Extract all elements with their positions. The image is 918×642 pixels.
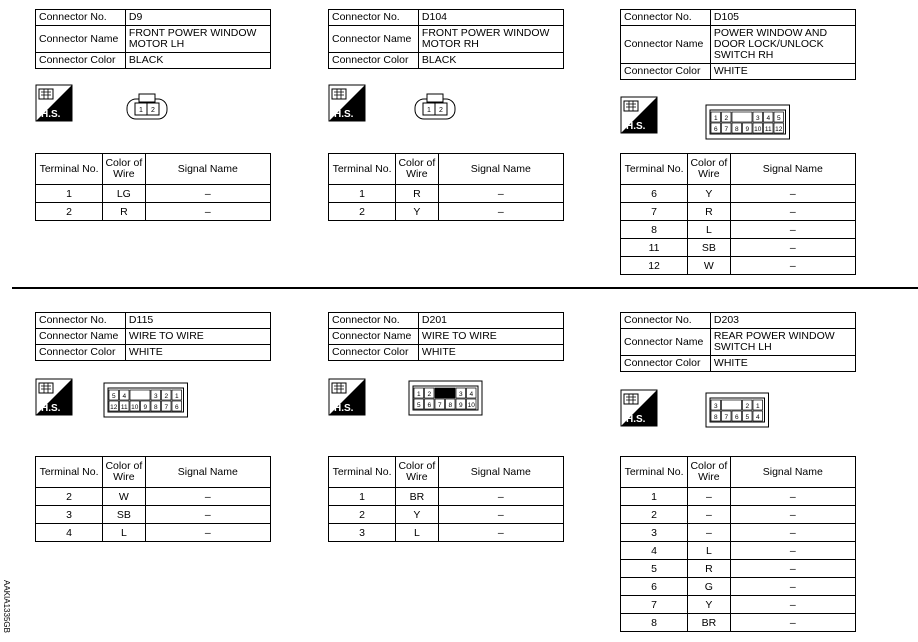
terminal-number: 3	[329, 524, 396, 542]
terminal-row	[621, 560, 856, 578]
connector-color-value: WHITE	[710, 64, 855, 80]
terminal-row	[329, 506, 564, 524]
terminal-row	[621, 221, 856, 239]
connector-info-table	[620, 312, 856, 372]
connector-info-table	[328, 9, 564, 69]
pin-label: 2	[151, 107, 155, 114]
terminal-row	[329, 488, 564, 506]
signal-name-header: Signal Name	[438, 154, 563, 185]
pin-label: 1	[713, 115, 718, 122]
pin-label: 10	[467, 402, 475, 409]
connector-number-label: Connector No.	[621, 313, 711, 329]
wire-color: –	[688, 524, 731, 542]
connector-face-diagram	[103, 382, 189, 418]
signal-name: –	[145, 185, 270, 203]
wire-color: BR	[396, 488, 439, 506]
color-of-wire-header: Color of Wire	[688, 457, 731, 488]
terminal-number: 8	[621, 614, 688, 632]
terminal-table	[328, 456, 564, 542]
terminal-number: 4	[36, 524, 103, 542]
pin-label: 8	[734, 126, 739, 133]
terminal-number: 3	[36, 506, 103, 524]
terminal-number: 5	[621, 560, 688, 578]
connector-name-value: REAR POWER WINDOW SWITCH LH	[710, 329, 855, 356]
pin-label: 3	[458, 391, 463, 398]
terminal-row	[621, 614, 856, 632]
connector-name-label: Connector Name	[621, 26, 711, 64]
terminal-row	[621, 239, 856, 257]
connector-block	[620, 9, 856, 272]
terminal-row	[621, 506, 856, 524]
wire-color: Y	[396, 203, 439, 221]
terminal-table	[35, 456, 271, 542]
pin-label: 5	[776, 115, 781, 122]
terminal-row	[621, 203, 856, 221]
signal-name: –	[730, 524, 855, 542]
connector-name-value: WIRE TO WIRE	[418, 329, 563, 345]
info-row	[329, 53, 564, 69]
info-row	[36, 313, 271, 329]
wire-color: W	[688, 257, 731, 275]
connector-color-label: Connector Color	[329, 345, 419, 361]
pin-label: 10	[754, 126, 762, 133]
connector-color-label: Connector Color	[621, 356, 711, 372]
pin-label: 2	[427, 391, 432, 398]
terminal-number: 11	[621, 239, 688, 257]
connector-number-label: Connector No.	[36, 10, 126, 26]
connector-block	[620, 312, 856, 629]
terminal-number: 1	[329, 488, 396, 506]
signal-name-header: Signal Name	[145, 154, 270, 185]
hs-label: H.S.	[626, 121, 646, 132]
signal-name: –	[730, 185, 855, 203]
pin-label: 8	[713, 414, 718, 421]
wire-color: R	[103, 203, 146, 221]
pin-label: 1	[416, 391, 421, 398]
terminal-row	[329, 203, 564, 221]
terminal-row	[621, 185, 856, 203]
connector-face-diagram	[125, 91, 169, 121]
color-of-wire-header: Color of Wire	[396, 154, 439, 185]
terminal-number: 3	[621, 524, 688, 542]
pin-label: 2	[724, 115, 729, 122]
connector-number-value: D104	[418, 10, 563, 26]
pin-label: 2	[745, 403, 750, 410]
terminal-no-header: Terminal No.	[329, 457, 396, 488]
terminal-no-header: Terminal No.	[329, 154, 396, 185]
terminal-number: 12	[621, 257, 688, 275]
terminal-number: 7	[621, 596, 688, 614]
pin-label: 10	[131, 404, 139, 411]
connector-info-table	[35, 9, 271, 69]
connector-face-diagram	[705, 392, 770, 428]
connector-color-value: BLACK	[125, 53, 270, 69]
signal-name: –	[145, 524, 270, 542]
pin-label: 1	[139, 107, 143, 114]
connector-key	[722, 400, 742, 410]
pin-label: 2	[164, 393, 169, 400]
connector-name-label: Connector Name	[329, 329, 419, 345]
signal-name-header: Signal Name	[730, 457, 855, 488]
pin-label: 11	[120, 404, 128, 411]
section-divider	[12, 287, 918, 289]
connector-key	[435, 388, 455, 398]
terminal-table-header	[329, 154, 564, 185]
signal-name: –	[730, 203, 855, 221]
wire-color: L	[396, 524, 439, 542]
pin-label: 8	[448, 402, 453, 409]
wire-color: SB	[688, 239, 731, 257]
wire-color: –	[688, 506, 731, 524]
info-row	[329, 329, 564, 345]
pin-label: 11	[764, 126, 772, 133]
color-of-wire-header: Color of Wire	[396, 457, 439, 488]
connector-color-value: WHITE	[710, 356, 855, 372]
signal-name-header: Signal Name	[730, 154, 855, 185]
pin-label: 1	[174, 393, 179, 400]
connector-number-value: D201	[418, 313, 563, 329]
pin-label: 6	[174, 404, 179, 411]
signal-name: –	[438, 185, 563, 203]
pin-label: 5	[111, 393, 116, 400]
signal-name: –	[730, 560, 855, 578]
connector-color-label: Connector Color	[36, 345, 126, 361]
info-row	[329, 26, 564, 53]
wire-color: Y	[688, 185, 731, 203]
terminal-row	[621, 578, 856, 596]
connector-name-value: FRONT POWER WINDOW MOTOR RH	[418, 26, 563, 53]
terminal-number: 8	[621, 221, 688, 239]
terminal-table-header	[329, 457, 564, 488]
connector-block	[328, 9, 564, 218]
terminal-number: 1	[621, 488, 688, 506]
info-row	[621, 64, 856, 80]
wire-color: G	[688, 578, 731, 596]
connector-number-label: Connector No.	[329, 313, 419, 329]
info-row	[621, 356, 856, 372]
info-row	[36, 329, 271, 345]
pin-label: 6	[713, 126, 718, 133]
pin-label: 7	[164, 404, 169, 411]
wire-color: R	[396, 185, 439, 203]
wire-color: SB	[103, 506, 146, 524]
pin-label: 4	[469, 391, 474, 398]
terminal-table	[620, 153, 856, 275]
pin-label: 12	[110, 404, 118, 411]
signal-name: –	[145, 506, 270, 524]
terminal-row	[329, 524, 564, 542]
terminal-row	[621, 488, 856, 506]
wire-color: L	[688, 221, 731, 239]
terminal-row	[621, 542, 856, 560]
info-row	[36, 53, 271, 69]
harness-side-icon	[35, 84, 73, 122]
info-row	[329, 313, 564, 329]
harness-side-icon	[328, 378, 366, 416]
wire-color: BR	[688, 614, 731, 632]
terminal-number: 2	[621, 506, 688, 524]
signal-name: –	[438, 488, 563, 506]
connector-face-diagram	[408, 380, 483, 416]
info-row	[621, 329, 856, 356]
color-of-wire-header: Color of Wire	[103, 457, 146, 488]
wire-color: LG	[103, 185, 146, 203]
connector-block	[35, 9, 271, 218]
wire-color: R	[688, 203, 731, 221]
document-id-text: AAKIA1335GB	[1, 580, 11, 633]
terminal-row	[621, 524, 856, 542]
terminal-table	[328, 153, 564, 221]
connector-color-label: Connector Color	[329, 53, 419, 69]
terminal-no-header: Terminal No.	[36, 457, 103, 488]
terminal-number: 2	[36, 488, 103, 506]
signal-name: –	[438, 506, 563, 524]
terminal-number: 1	[329, 185, 396, 203]
wire-color: Y	[396, 506, 439, 524]
connector-info-table	[35, 312, 271, 361]
terminal-table-header	[621, 457, 856, 488]
info-row	[36, 345, 271, 361]
terminal-row	[621, 257, 856, 275]
terminal-row	[36, 488, 271, 506]
pin-label: 1	[427, 107, 431, 114]
connector-color-label: Connector Color	[36, 53, 126, 69]
harness-side-icon	[328, 84, 366, 122]
terminal-number: 6	[621, 578, 688, 596]
info-row	[329, 10, 564, 26]
pin-label: 4	[122, 393, 127, 400]
connector-face-diagram	[413, 91, 457, 121]
connector-name-label: Connector Name	[36, 26, 126, 53]
signal-name: –	[730, 221, 855, 239]
pin-label: 6	[427, 402, 432, 409]
hs-label: H.S.	[334, 109, 354, 120]
wire-color: Y	[688, 596, 731, 614]
connector-name-label: Connector Name	[329, 26, 419, 53]
harness-side-icon	[620, 96, 658, 134]
color-of-wire-header: Color of Wire	[688, 154, 731, 185]
pin-label: 3	[755, 115, 760, 122]
connector-key	[130, 390, 150, 400]
connector-block	[35, 312, 271, 539]
pin-label: 12	[775, 126, 783, 133]
hs-label: H.S.	[334, 403, 354, 414]
terminal-number: 7	[621, 203, 688, 221]
pin-label: 6	[734, 414, 739, 421]
terminal-row	[36, 524, 271, 542]
connector-name-value: POWER WINDOW AND DOOR LOCK/UNLOCK SWITCH RH	[710, 26, 855, 64]
connector-info-table	[620, 9, 856, 80]
signal-name-header: Signal Name	[438, 457, 563, 488]
info-row	[621, 313, 856, 329]
connector-key	[732, 112, 752, 122]
info-row	[621, 26, 856, 64]
terminal-no-header: Terminal No.	[36, 154, 103, 185]
connector-face-diagram	[705, 104, 791, 140]
terminal-table-header	[36, 154, 271, 185]
terminal-no-header: Terminal No.	[621, 457, 688, 488]
pin-label: 7	[724, 126, 729, 133]
signal-name: –	[145, 203, 270, 221]
terminal-row	[621, 596, 856, 614]
harness-side-icon	[620, 389, 658, 427]
terminal-table	[620, 456, 856, 632]
connector-number-label: Connector No.	[329, 10, 419, 26]
terminal-number: 2	[329, 203, 396, 221]
wire-color: W	[103, 488, 146, 506]
connector-block	[328, 312, 564, 539]
terminal-no-header: Terminal No.	[621, 154, 688, 185]
terminal-number: 2	[329, 506, 396, 524]
pin-label: 9	[458, 402, 463, 409]
terminal-number: 6	[621, 185, 688, 203]
pin-label: 5	[745, 414, 750, 421]
hs-label: H.S.	[41, 403, 61, 414]
connector-info-table	[328, 312, 564, 361]
info-row	[329, 345, 564, 361]
info-row	[621, 10, 856, 26]
connector-number-value: D105	[710, 10, 855, 26]
signal-name: –	[730, 614, 855, 632]
pin-label: 1	[755, 403, 760, 410]
terminal-number: 2	[36, 203, 103, 221]
signal-name: –	[730, 596, 855, 614]
pin-label: 2	[439, 107, 443, 114]
connector-color-value: WHITE	[125, 345, 270, 361]
terminal-table-header	[36, 457, 271, 488]
pin-label: 3	[713, 403, 718, 410]
signal-name: –	[730, 488, 855, 506]
hs-label: H.S.	[41, 109, 61, 120]
info-row	[36, 26, 271, 53]
terminal-row	[36, 203, 271, 221]
connector-number-value: D115	[125, 313, 270, 329]
pin-label: 8	[153, 404, 158, 411]
connector-color-value: BLACK	[418, 53, 563, 69]
pin-label: 7	[724, 414, 729, 421]
pin-label: 9	[143, 404, 148, 411]
pin-label: 4	[766, 115, 771, 122]
connector-name-value: WIRE TO WIRE	[125, 329, 270, 345]
connector-name-label: Connector Name	[36, 329, 126, 345]
connector-color-label: Connector Color	[621, 64, 711, 80]
signal-name: –	[730, 239, 855, 257]
harness-side-icon	[35, 378, 73, 416]
wire-color: R	[688, 560, 731, 578]
wire-color: L	[103, 524, 146, 542]
connector-number-value: D9	[125, 10, 270, 26]
terminal-table	[35, 153, 271, 221]
terminal-table-header	[621, 154, 856, 185]
pin-label: 3	[153, 393, 158, 400]
wire-color: L	[688, 542, 731, 560]
pin-label: 4	[755, 414, 760, 421]
signal-name: –	[438, 524, 563, 542]
pin-label: 5	[416, 402, 421, 409]
info-row	[36, 10, 271, 26]
signal-name: –	[438, 203, 563, 221]
terminal-number: 4	[621, 542, 688, 560]
wire-color: –	[688, 488, 731, 506]
connector-name-value: FRONT POWER WINDOW MOTOR LH	[125, 26, 270, 53]
signal-name: –	[730, 506, 855, 524]
terminal-row	[36, 185, 271, 203]
pin-label: 7	[437, 402, 442, 409]
connector-number-label: Connector No.	[36, 313, 126, 329]
connector-number-label: Connector No.	[621, 10, 711, 26]
terminal-row	[36, 506, 271, 524]
signal-name: –	[145, 488, 270, 506]
hs-label: H.S.	[626, 414, 646, 425]
terminal-number: 1	[36, 185, 103, 203]
pin-label: 9	[745, 126, 750, 133]
color-of-wire-header: Color of Wire	[103, 154, 146, 185]
signal-name-header: Signal Name	[145, 457, 270, 488]
connector-color-value: WHITE	[418, 345, 563, 361]
signal-name: –	[730, 257, 855, 275]
document-id	[0, 582, 14, 634]
signal-name: –	[730, 542, 855, 560]
connector-number-value: D203	[710, 313, 855, 329]
terminal-row	[329, 185, 564, 203]
connector-name-label: Connector Name	[621, 329, 711, 356]
signal-name: –	[730, 578, 855, 596]
